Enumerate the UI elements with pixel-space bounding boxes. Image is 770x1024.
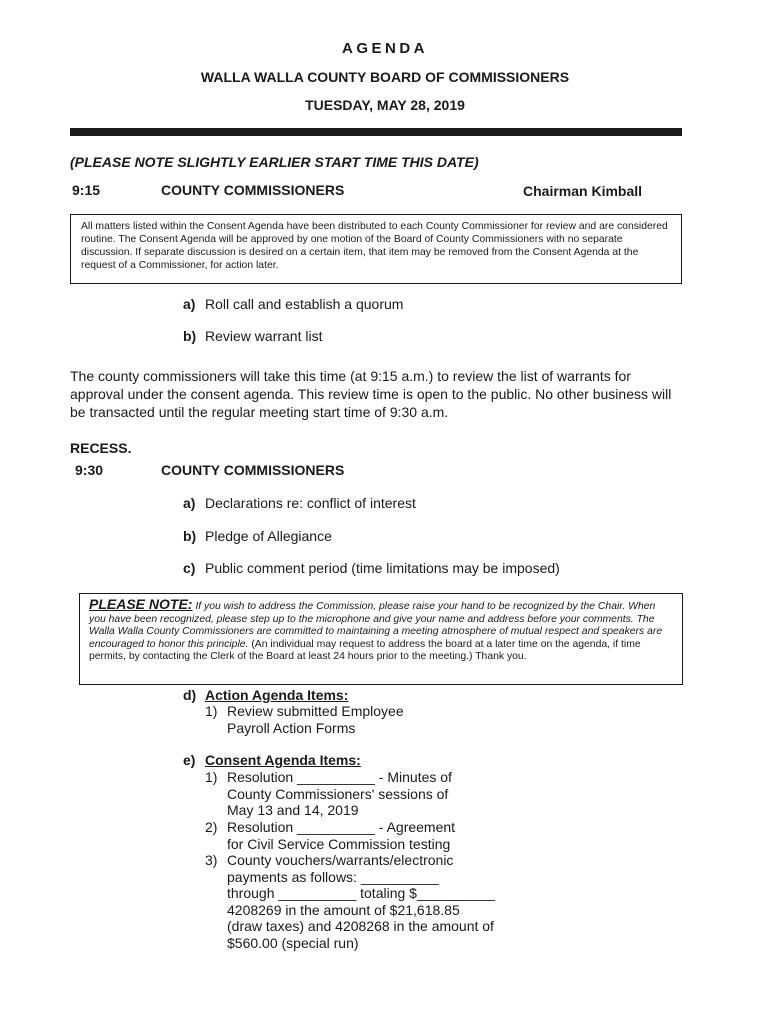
meeting-date: TUESDAY, MAY 28, 2019: [305, 97, 465, 113]
item-letter: a): [183, 495, 196, 511]
session1-time: 9:15: [72, 182, 101, 198]
consent-agenda-box-text: All matters listed within the Consent Agenda have been distributed to each County Commissioner for review and are considered routine. The Consent Agenda will be approved by one motion of the Board of County Commissioners with no separate discussion. If separate discussion is desired on a certain item, that item may be removed from the Consent Agenda at the request of a Commissioner, for action later.: [81, 221, 668, 271]
consent-agenda-box: [70, 214, 682, 284]
notice-normal-text: (An individual may request to address the board at a later time on the agenda, if time permits, by contacting the Clerk of the Board at least 24 hours prior to the meeting.) Thank you.: [89, 638, 641, 663]
item-text: Pledge of Allegiance: [205, 528, 332, 544]
session2-time: 9:30: [75, 462, 104, 478]
session1-item-a: [183, 296, 403, 312]
public-comment-notice-box: [79, 593, 683, 685]
item-letter: b): [183, 528, 197, 544]
sub-number: 2): [205, 819, 218, 835]
session2-item-c: [183, 560, 560, 576]
item-letter: c): [183, 560, 196, 576]
section-title: Action Agenda Items:: [205, 687, 349, 703]
sub-number: 1): [205, 703, 218, 719]
session2-item-b: [183, 528, 332, 544]
session1-item-b: [183, 328, 322, 344]
item-letter: b): [183, 328, 197, 344]
sub-line: 4208269 in the amount of $21,618.85: [227, 901, 460, 918]
section-letter: e): [183, 752, 196, 768]
recess-label: RECESS.: [70, 440, 132, 456]
item-text: Public comment period (time limitations may be imposed): [205, 560, 560, 576]
sub-number: 3): [205, 852, 218, 868]
section-letter: d): [183, 687, 197, 703]
sub-line: Resolution __________ - Agreement: [227, 819, 456, 835]
item-text: Declarations re: conflict of interest: [205, 495, 416, 511]
sub-line: Payroll Action Forms: [227, 719, 356, 736]
consent-item-1: [205, 769, 452, 819]
header-rule: [70, 128, 682, 136]
sub-line: Resolution __________ - Minutes of: [227, 769, 452, 785]
item-letter: a): [183, 296, 196, 312]
action-item-1: [205, 703, 404, 736]
sub-number: 1): [205, 769, 218, 785]
board-name: WALLA WALLA COUNTY BOARD OF COMMISSIONERS: [200, 69, 570, 85]
consent-agenda-heading: [183, 752, 361, 768]
sub-line: County vouchers/warrants/electronic: [227, 852, 454, 868]
session1-chair: Chairman Kimball: [523, 183, 643, 199]
sub-line: County Commissioners' sessions of: [227, 785, 449, 802]
session1-title: COUNTY COMMISSIONERS: [161, 182, 345, 198]
sub-line: through __________ totaling $__________: [227, 885, 495, 901]
sub-line: $560.00 (special run): [227, 934, 359, 951]
item-text: Review warrant list: [205, 328, 323, 344]
warrant-review-paragraph: The county commissioners will take this time (at 9:15 a.m.) to review the list of warrants for approval under the consent agenda. This review time is open to the public. No other business will be transacted until the regular meeting start time of 9:30 a.m.: [70, 368, 672, 420]
agenda-heading: AGENDA: [341, 40, 428, 57]
consent-item-2: [205, 819, 455, 852]
sub-line: Review submitted Employee: [227, 703, 404, 719]
sub-line: payments as follows: __________: [227, 868, 439, 885]
item-text: Roll call and establish a quorum: [205, 296, 404, 312]
section-title: Consent Agenda Items:: [205, 752, 361, 768]
notice-italic-text: If you wish to address the Commission, please raise your hand to be recognized by the Chair. When you have been recognized, please step up to the microphone and give your name and address before your comments. The Walla Walla County Commissioners are committed to maintaining a meeting atmosphere of mutual respect and speakers are encouraged to honor this principle.: [89, 601, 663, 650]
action-agenda-heading: [183, 687, 348, 703]
session2-title: COUNTY COMMISSIONERS: [161, 462, 345, 478]
sub-line: (draw taxes) and 4208268 in the amount of: [227, 918, 494, 934]
consent-item-3: [205, 852, 495, 951]
sub-line: for Civil Service Commission testing: [227, 835, 451, 852]
please-note-label: PLEASE NOTE:: [89, 596, 193, 612]
start-time-note: (PLEASE NOTE SLIGHTLY EARLIER START TIME THIS DATE): [70, 154, 479, 170]
sub-line: May 13 and 14, 2019: [227, 802, 359, 818]
session2-item-a: [183, 495, 416, 511]
